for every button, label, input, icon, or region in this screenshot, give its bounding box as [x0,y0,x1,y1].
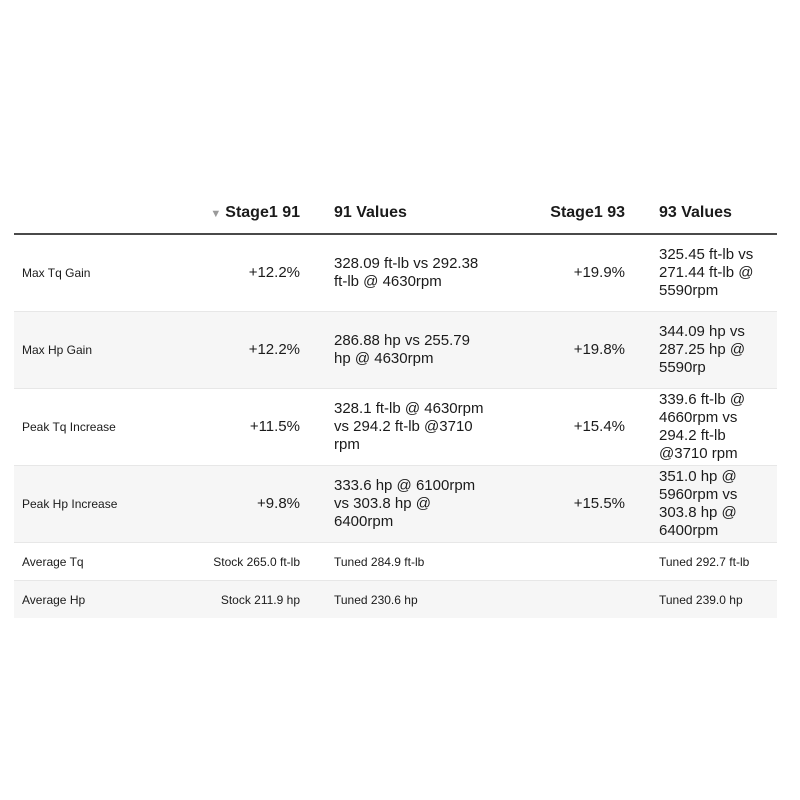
table-row [14,312,777,389]
row-metric-label: Peak Hp Increase [14,466,201,543]
header-stage1-93[interactable]: Stage1 93 [490,192,625,234]
stage1-91-cell: +11.5% [201,389,300,466]
stage1-93-cell: +15.5% [490,466,625,543]
values-93-cell: 325.45 ft-lb vs 271.44 ft-lb @ 5590rpm [625,234,777,312]
stage1-91-cell: Stock 265.0 ft-lb [201,543,300,581]
table-row [14,543,777,581]
row-metric-label: Average Hp [14,581,201,619]
stage1-91-cell: +9.8% [201,466,300,543]
header-stage1-91-label: Stage1 91 [225,203,300,221]
values-91-cell: Tuned 284.9 ft-lb [300,543,490,581]
row-metric-label: Peak Tq Increase [14,389,201,466]
values-91-cell: 328.09 ft-lb vs 292.38 ft-lb @ 4630rpm [300,234,490,312]
values-93-cell: Tuned 239.0 hp [625,581,777,619]
table-row [14,581,777,619]
values-91-cell: 333.6 hp @ 6100rpm vs 303.8 hp @ 6400rpm [300,466,490,543]
header-values-93[interactable]: 93 Values [625,192,777,234]
table-header-row [14,192,777,234]
stage1-93-cell [490,543,625,581]
stage1-93-cell: +19.8% [490,312,625,389]
header-stage1-91[interactable] [201,192,300,234]
stage1-93-cell: +19.9% [490,234,625,312]
table-row [14,234,777,312]
sort-descending-icon[interactable]: ▼ [210,207,222,220]
header-values-91[interactable]: 91 Values [300,192,490,234]
row-metric-label: Max Hp Gain [14,312,201,389]
values-93-cell: 339.6 ft-lb @ 4660rpm vs 294.2 ft-lb @3710 rpm [625,389,777,466]
values-93-cell: 351.0 hp @ 5960rpm vs 303.8 hp @ 6400rpm [625,466,777,543]
row-metric-label: Average Tq [14,543,201,581]
stage1-91-cell: +12.2% [201,234,300,312]
table-row [14,466,777,543]
values-93-cell: 344.09 hp vs 287.25 hp @ 5590rp [625,312,777,389]
values-93-cell: Tuned 292.7 ft-lb [625,543,777,581]
stage1-93-cell [490,581,625,619]
values-91-cell: 328.1 ft-lb @ 4630rpm vs 294.2 ft-lb @3710 rpm [300,389,490,466]
header-metric [14,192,201,234]
table-row [14,389,777,466]
values-91-cell: 286.88 hp vs 255.79 hp @ 4630rpm [300,312,490,389]
comparison-table [14,192,777,618]
stage1-91-cell: Stock 211.9 hp [201,581,300,619]
stage1-93-cell: +15.4% [490,389,625,466]
stage1-91-cell: +12.2% [201,312,300,389]
row-metric-label: Max Tq Gain [14,234,201,312]
values-91-cell: Tuned 230.6 hp [300,581,490,619]
